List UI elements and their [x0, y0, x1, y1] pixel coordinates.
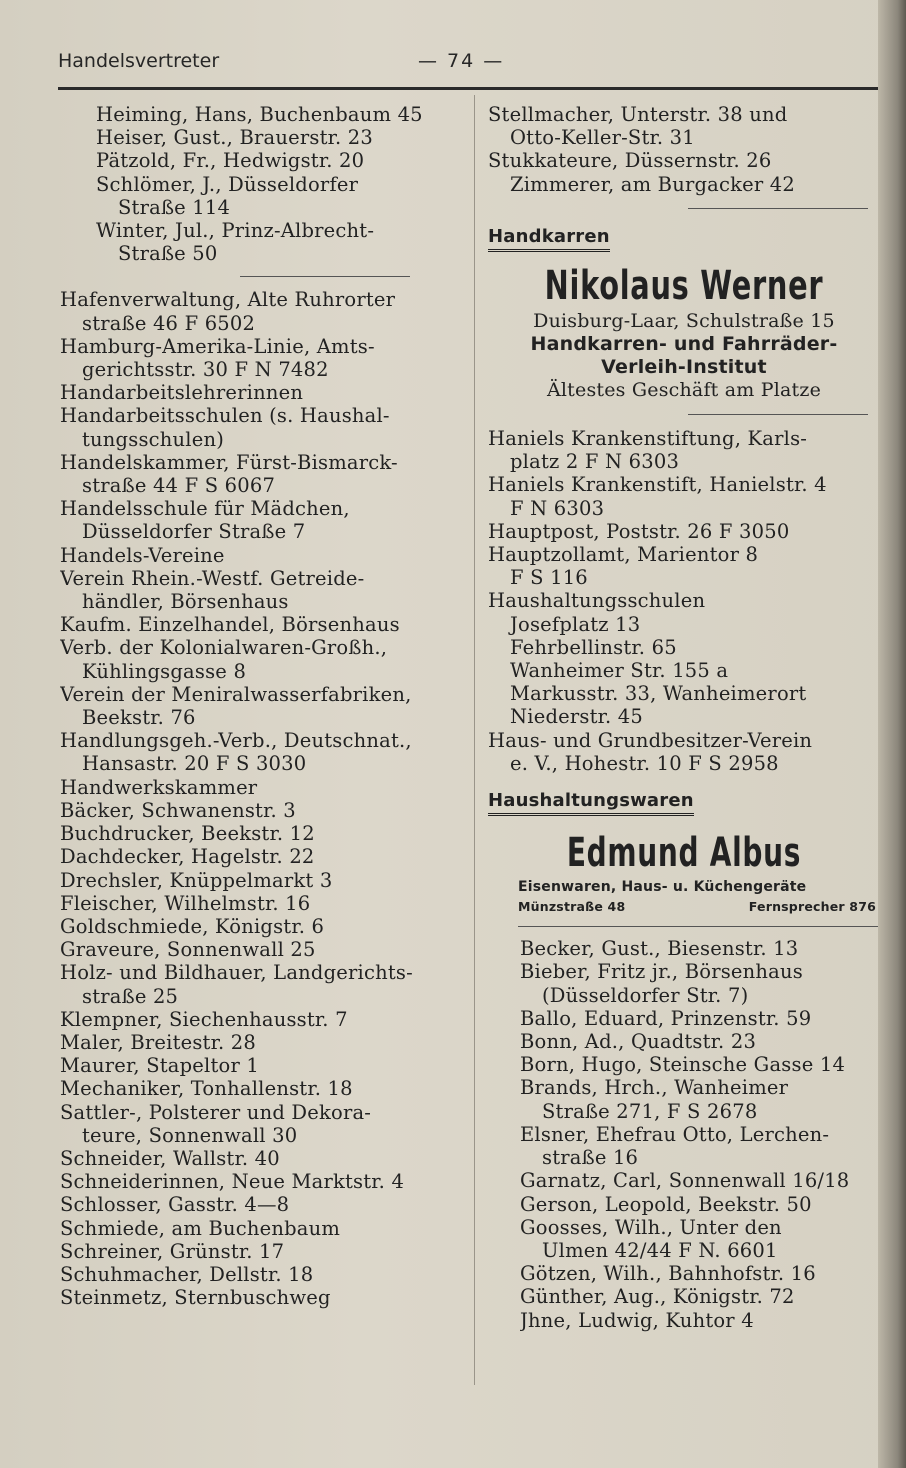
directory-entry-line: F N 6303: [510, 496, 605, 520]
directory-entry-line: Drechsler, Knüppelmarkt 3: [60, 868, 333, 892]
directory-entry-line: Hansastr. 20 F S 3030: [82, 752, 307, 776]
directory-entry-line: Handels-Vereine: [60, 543, 225, 567]
advert-line: Eisenwaren, Haus- u. Küchengeräte: [518, 879, 807, 896]
directory-entry-line: Brands, Hrch., Wanheimer: [520, 1076, 789, 1100]
directory-entry-line: Zimmerer, am Burgacker 42: [510, 172, 795, 196]
directory-entry-line: Verein Rhein.-Westf. Getreide-: [60, 566, 365, 590]
directory-entry-line: Haus- und Grundbesitzer-Verein: [488, 728, 813, 752]
directory-entry-line: Kaufm. Einzelhandel, Börsenhaus: [60, 613, 400, 637]
advert-row: [488, 878, 880, 897]
directory-entry-line: platz 2 F N 6303: [510, 450, 680, 474]
directory-entry-line: Handlungsgeh.-Verb., Deutschnat.,: [60, 729, 412, 753]
directory-entry-line: Götzen, Wilh., Bahnhofstr. 16: [520, 1262, 816, 1286]
directory-entry-line: Stukkateure, Düssernstr. 26: [488, 149, 772, 173]
category-heading-haushaltungswaren: Haushaltungswaren: [488, 789, 694, 816]
directory-entry-line: Klempner, Siechenhausstr. 7: [60, 1007, 348, 1031]
directory-entry-line: Straße 271, F S 2678: [542, 1099, 758, 1123]
separator: [688, 414, 868, 415]
page-number: — 74 —: [418, 50, 505, 72]
directory-entry-line: Hamburg-Amerika-Linie, Amts-: [60, 334, 375, 358]
directory-entry-line: Fleischer, Wilhelmstr. 16: [60, 891, 311, 915]
directory-entry-line: Goosses, Wilh., Unter den: [520, 1215, 782, 1239]
directory-entry-line: Straße 50: [118, 242, 218, 266]
directory-entry-line: Ballo, Eduard, Prinzenstr. 59: [520, 1006, 812, 1030]
directory-entry-line: Haniels Krankenstift, Hanielstr. 4: [488, 473, 827, 497]
directory-entry-line: Otto-Keller-Str. 31: [510, 126, 695, 150]
directory-entry-line: Heiser, Gust., Brauerstr. 23: [96, 126, 374, 150]
directory-entry-line: Gerson, Leopold, Beekstr. 50: [520, 1192, 812, 1216]
directory-entry-line: F S 116: [510, 566, 588, 590]
advert-line: Handkarren- und Fahrräder-: [530, 333, 838, 356]
directory-entry-line: Maler, Breitestr. 28: [60, 1030, 256, 1054]
directory-entry-line: Beekstr. 76: [82, 706, 196, 730]
advert-name: Nikolaus Werner: [544, 263, 824, 310]
directory-entry-line: Schuhmacher, Dellstr. 18: [60, 1262, 314, 1286]
directory-entry-line: Kühlingsgasse 8: [82, 659, 247, 683]
advert-row: [488, 897, 880, 916]
page-header: [58, 50, 878, 84]
directory-entry-line: Maurer, Stapeltor 1: [60, 1054, 259, 1078]
advert-address: Münzstraße 48: [518, 899, 626, 915]
advert-line: Ältestes Geschäft am Platze: [546, 379, 822, 402]
directory-entry-line: (Düsseldorfer Str. 7): [542, 983, 749, 1007]
directory-entry-line: Verb. der Kolonialwaren-Großh.,: [60, 636, 388, 660]
directory-entry-line: straße 25: [82, 984, 179, 1008]
directory-entry-line: Hafenverwaltung, Alte Ruhrorter: [60, 288, 396, 312]
directory-entry-line: Garnatz, Carl, Sonnenwall 16/18: [520, 1169, 850, 1193]
advert-line: Verleih-Institut: [601, 356, 767, 379]
directory-entry-line: Haniels Krankenstiftung, Karls-: [488, 427, 808, 451]
directory-entry-line: tungsschulen): [82, 427, 225, 451]
directory-entry-line: Heiming, Hans, Buchenbaum 45: [96, 103, 423, 126]
directory-entry-line: Bonn, Ad., Quadtstr. 23: [520, 1030, 757, 1054]
directory-entry-line: straße 16: [542, 1146, 639, 1170]
directory-entry-line: Becker, Gust., Biesenstr. 13: [520, 937, 799, 961]
directory-entry-line: Born, Hugo, Steinsche Gasse 14: [520, 1053, 846, 1077]
directory-entry-line: Stellmacher, Unterstr. 38 und: [488, 103, 788, 126]
advert-nikolaus-werner: [488, 262, 880, 402]
directory-entry-line: Handelskammer, Fürst-Bismarck-: [60, 450, 398, 474]
advert-phone: Fernsprecher 876: [748, 899, 876, 915]
right-column: [488, 103, 880, 1332]
directory-entry-line: Hauptpost, Poststr. 26 F 3050: [488, 519, 790, 543]
directory-entry-line: Düsseldorfer Straße 7: [82, 520, 306, 544]
advert-address: Duisburg-Laar, Schulstraße 15: [533, 310, 835, 333]
directory-entry-line: Holz- und Bildhauer, Landgerichts-: [60, 961, 413, 985]
page-edge-shadow: [878, 0, 906, 1468]
directory-entry-line: Schlömer, J., Düsseldorfer: [96, 172, 359, 196]
directory-entry-line: Josefplatz 13: [510, 612, 641, 636]
category-heading-handkarren: Handkarren: [488, 225, 610, 252]
directory-entry-line: Bieber, Fritz jr., Börsenhaus: [520, 960, 803, 984]
directory-entry-line: straße 46 F 6502: [82, 311, 256, 335]
directory-entry-line: Ulmen 42/44 F N. 6601: [542, 1238, 778, 1262]
directory-entry-line: gerichtsstr. 30 F N 7482: [82, 358, 329, 382]
directory-entry-line: Straße 114: [118, 195, 231, 219]
directory-entry-line: Mechaniker, Tonhallenstr. 18: [60, 1077, 353, 1101]
directory-entry-line: Handelsschule für Mädchen,: [60, 497, 350, 521]
right-top-list: [488, 103, 880, 196]
directory-entry-line: Handarbeitsschulen (s. Haushal-: [60, 404, 390, 428]
directory-entry-line: Schneider, Wallstr. 40: [60, 1146, 280, 1170]
directory-entry-line: teure, Sonnenwall 30: [82, 1123, 298, 1147]
section-title: Handelsvertreter: [58, 50, 220, 72]
directory-entry-line: Schneiderinnen, Neue Marktstr. 4: [60, 1170, 405, 1194]
directory-entry-line: Graveure, Sonnenwall 25: [60, 938, 316, 962]
directory-entry-line: e. V., Hohestr. 10 F S 2958: [510, 751, 779, 775]
directory-entry-line: händler, Börsenhaus: [82, 590, 289, 614]
directory-entry-line: Handarbeitslehrerinnen: [60, 381, 304, 405]
directory-entry-line: Haushaltungsschulen: [488, 589, 706, 613]
directory-entry-line: Sattler-, Polsterer und Dekora-: [60, 1100, 372, 1124]
header-rule: [58, 87, 878, 90]
directory-entry-line: Buchdrucker, Beekstr. 12: [60, 822, 315, 846]
directory-entry-line: Hauptzollamt, Marientor 8: [488, 543, 759, 567]
directory-entry-line: Wanheimer Str. 155 a: [510, 659, 729, 683]
directory-entry-line: Jhne, Ludwig, Kuhtor 4: [520, 1308, 754, 1332]
directory-entry-line: Schlosser, Gasstr. 4—8: [60, 1193, 290, 1217]
directory-entry-line: Niederstr. 45: [510, 705, 644, 729]
separator: [688, 208, 868, 209]
directory-entry-line: straße 44 F S 6067: [82, 474, 276, 498]
directory-entry-line: Günther, Aug., Königstr. 72: [520, 1285, 795, 1309]
directory-entry-line: Fehrbellinstr. 65: [510, 635, 677, 659]
advert-edmund-albus: [488, 828, 880, 916]
directory-entry-line: Pätzold, Fr., Hedwigstr. 20: [96, 149, 365, 173]
directory-entry-line: Schreiner, Grünstr. 17: [60, 1239, 285, 1263]
advert-name: Edmund Albus: [566, 830, 802, 877]
directory-entry-line: Steinmetz, Sternbuschweg: [60, 1286, 331, 1310]
directory-entry-line: Dachdecker, Hagelstr. 22: [60, 845, 315, 869]
directory-entry-line: Elsner, Ehefrau Otto, Lerchen-: [520, 1122, 830, 1146]
directory-entry-line: Goldschmiede, Königstr. 6: [60, 914, 325, 938]
right-mid-list: [488, 427, 880, 775]
left-column: [60, 103, 460, 1309]
directory-entry-line: Schmiede, am Buchenbaum: [60, 1216, 341, 1240]
separator: [518, 926, 878, 927]
column-divider: [474, 95, 475, 1385]
directory-entry-line: Verein der Meniralwasserfabriken,: [60, 682, 412, 706]
separator: [240, 276, 410, 277]
directory-entry-line: Markusstr. 33, Wanheimerort: [510, 682, 807, 706]
directory-entry-line: Winter, Jul., Prinz-Albrecht-: [96, 219, 375, 243]
right-bottom-list: [488, 937, 880, 1331]
directory-entry-line: Bäcker, Schwanenstr. 3: [60, 798, 296, 822]
directory-entry-line: Handwerkskammer: [60, 775, 258, 799]
